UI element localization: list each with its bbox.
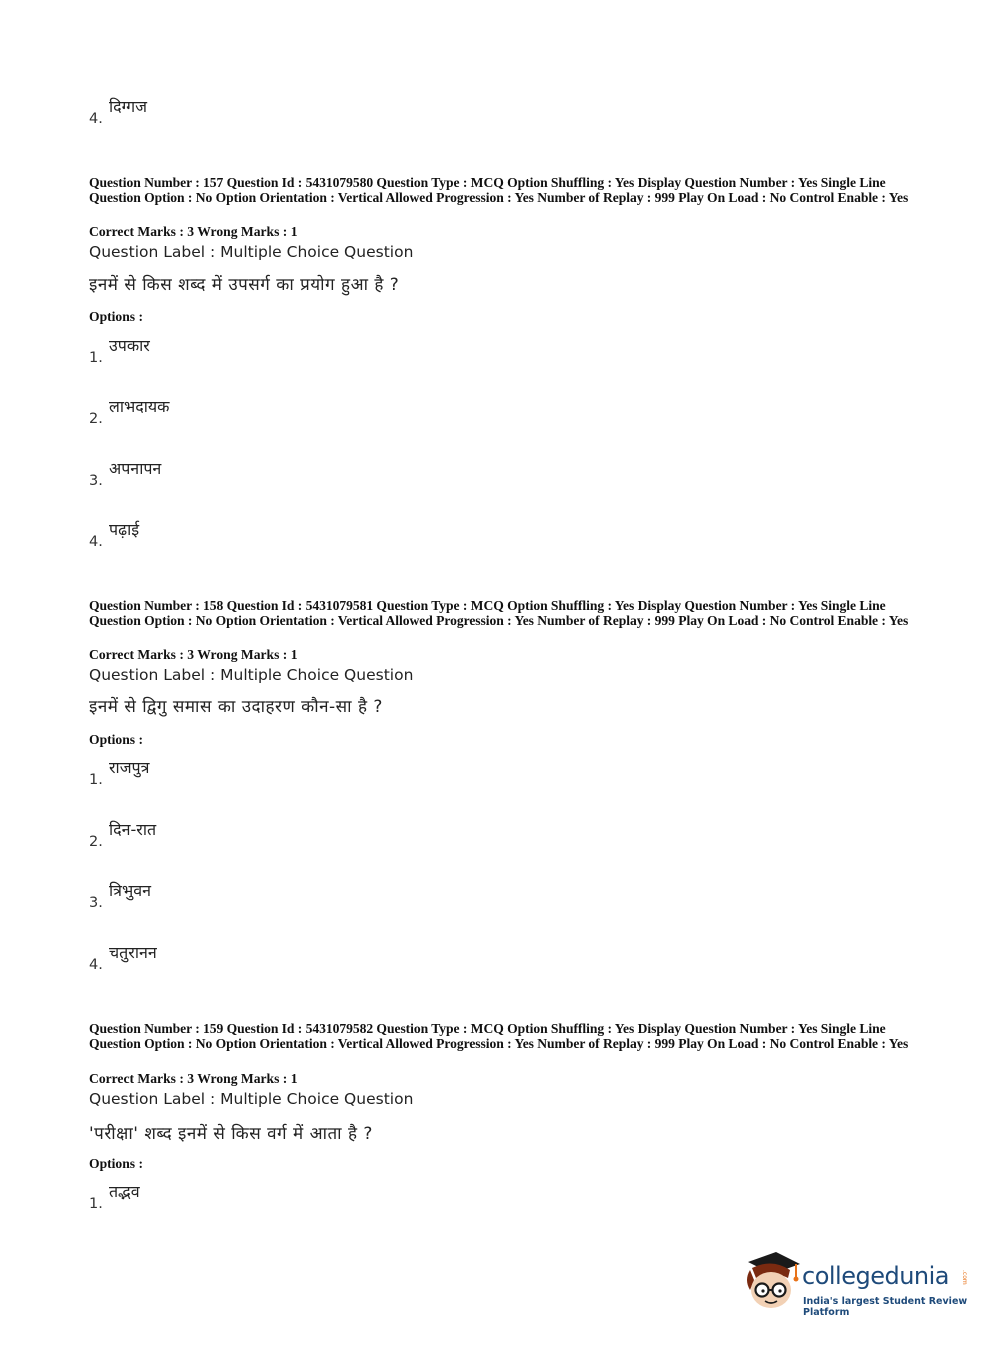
option-item: [89, 457, 389, 497]
option-item: [89, 1180, 389, 1220]
option-text: चतुरानन: [109, 943, 157, 962]
prev-option-4: [89, 95, 389, 135]
question-text: इनमें से द्विगु समास का उदाहरण कौन-सा है ?: [89, 697, 383, 717]
option-item: [89, 334, 389, 374]
option-number: 3.: [89, 473, 103, 489]
collegedunia-logo[interactable]: [742, 1250, 972, 1320]
option-item: [89, 395, 389, 435]
question-label: Question Label : Multiple Choice Question: [89, 666, 414, 684]
question-label: Question Label : Multiple Choice Question: [89, 1090, 414, 1108]
question-meta: Question Number : 157 Question Id : 5431079580 Question Type : MCQ Option Shuffling : Yes Display Question Number : Yes Single Line Question Option : No Option Orientation : Vertical Allowed Progression : Yes Number of Replay : 999 Play On Load : No Control Enable : Yes: [89, 175, 909, 205]
options-heading: Options :: [89, 732, 144, 747]
option-text: तद्भव: [109, 1182, 140, 1201]
option-number: 3.: [89, 895, 103, 911]
question-text: इनमें से किस शब्द में उपसर्ग का प्रयोग हुआ है ?: [89, 275, 400, 295]
options-heading: Options :: [89, 1156, 144, 1171]
question-meta: Question Number : 159 Question Id : 5431079582 Question Type : MCQ Option Shuffling : Yes Display Question Number : Yes Single Line Question Option : No Option Orientation : Vertical Allowed Progression : Yes Number of Replay : 999 Play On Load : No Control Enable : Yes: [89, 1021, 909, 1051]
option-text: पढ़ाई: [109, 520, 140, 539]
option-text: अपनापन: [109, 459, 162, 478]
graduate-mascot-icon: [742, 1250, 802, 1312]
option-text: दिन-रात: [109, 820, 157, 839]
option-number: 1.: [89, 1196, 103, 1212]
option-text: लाभदायक: [109, 397, 170, 416]
options-heading: Options :: [89, 309, 144, 324]
question-marks: Correct Marks : 3 Wrong Marks : 1: [89, 647, 298, 662]
question-marks: Correct Marks : 3 Wrong Marks : 1: [89, 1071, 298, 1086]
question-label: Question Label : Multiple Choice Question: [89, 243, 414, 261]
option-item: [89, 941, 389, 981]
option-text: राजपुत्र: [109, 758, 150, 777]
question-text: 'परीक्षा' शब्द इनमें से किस वर्ग में आता है ?: [89, 1124, 373, 1144]
option-item: [89, 879, 389, 919]
option-number: 4.: [89, 111, 103, 127]
brand-suffix: .com: [961, 1270, 968, 1285]
question-meta: Question Number : 158 Question Id : 5431079581 Question Type : MCQ Option Shuffling : Yes Display Question Number : Yes Single Line Question Option : No Option Orientation : Vertical Allowed Progression : Yes Number of Replay : 999 Play On Load : No Control Enable : Yes: [89, 598, 909, 628]
option-number: 4.: [89, 534, 103, 550]
question-marks: Correct Marks : 3 Wrong Marks : 1: [89, 224, 298, 239]
option-item: [89, 818, 389, 858]
option-number: 1.: [89, 772, 103, 788]
option-number: 2.: [89, 411, 103, 427]
option-text: दिग्गज: [109, 97, 148, 116]
option-number: 1.: [89, 350, 103, 366]
option-text: त्रिभुवन: [109, 881, 152, 900]
option-number: 4.: [89, 957, 103, 973]
option-text: उपकार: [109, 336, 150, 355]
brand-tagline: India's largest Student Review Platform: [803, 1296, 968, 1318]
option-item: [89, 756, 389, 796]
option-number: 2.: [89, 834, 103, 850]
brand-name: collegedunia: [802, 1262, 950, 1290]
option-item: [89, 518, 389, 558]
